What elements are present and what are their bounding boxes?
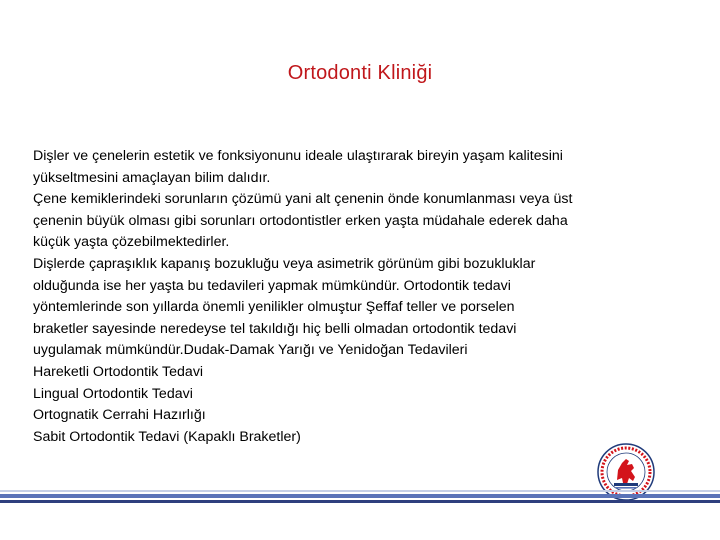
footer-stripe-blue — [0, 494, 720, 498]
body-line: Çene kemiklerindeki sorunların çözümü yani alt çenenin önde konumlanması veya üst — [33, 191, 573, 208]
body-line: çenenin büyük olması gibi sorunları ortodontistler erken yaşta müdahale ederek daha — [33, 212, 568, 229]
slide-body — [33, 146, 693, 448]
footer-stripe-light — [0, 490, 720, 492]
slide-title: Ortodonti Kliniği — [287, 62, 433, 84]
body-line: Dişler ve çenelerin estetik ve fonksiyonunu ideale ulaştırarak bireyin yaşam kalitesini — [33, 148, 563, 164]
body-line: yöntemlerinde son yıllarda önemli yenilikler olmuştur Şeffaf teller ve porselen — [33, 299, 515, 316]
body-line: olduğunda ise her yaşta bu tedavileri yapmak mümkündür. Ortodontik tedavi — [33, 277, 511, 294]
body-line: Hareketli Ortodontik Tedavi — [33, 363, 204, 380]
footer-stripe-navy — [0, 500, 720, 503]
body-line: uygulamak mümkündür.Dudak-Damak Yarığı ve Yenidoğan Tedavileri — [33, 342, 468, 359]
body-line: braketler sayesinde neredeyse tel takıldığı hiç belli olmadan ortodontik tedavi — [33, 320, 517, 337]
body-line: Dişlerde çapraşıklık kapanış bozukluğu veya asimetrik görünüm gibi bozukluklar — [33, 255, 536, 272]
body-line: Sabit Ortodontik Tedavi (Kapaklı Braketler) — [33, 428, 301, 445]
footer-stripes — [0, 490, 720, 540]
body-line: Ortognatik Cerrahi Hazırlığı — [33, 407, 206, 424]
body-line: yükseltmesini amaçlayan bilim dalıdır. — [33, 169, 271, 186]
body-line: küçük yaşta çözebilmektedirler. — [33, 234, 230, 251]
body-line: Lingual Ortodontik Tedavi — [33, 385, 193, 402]
